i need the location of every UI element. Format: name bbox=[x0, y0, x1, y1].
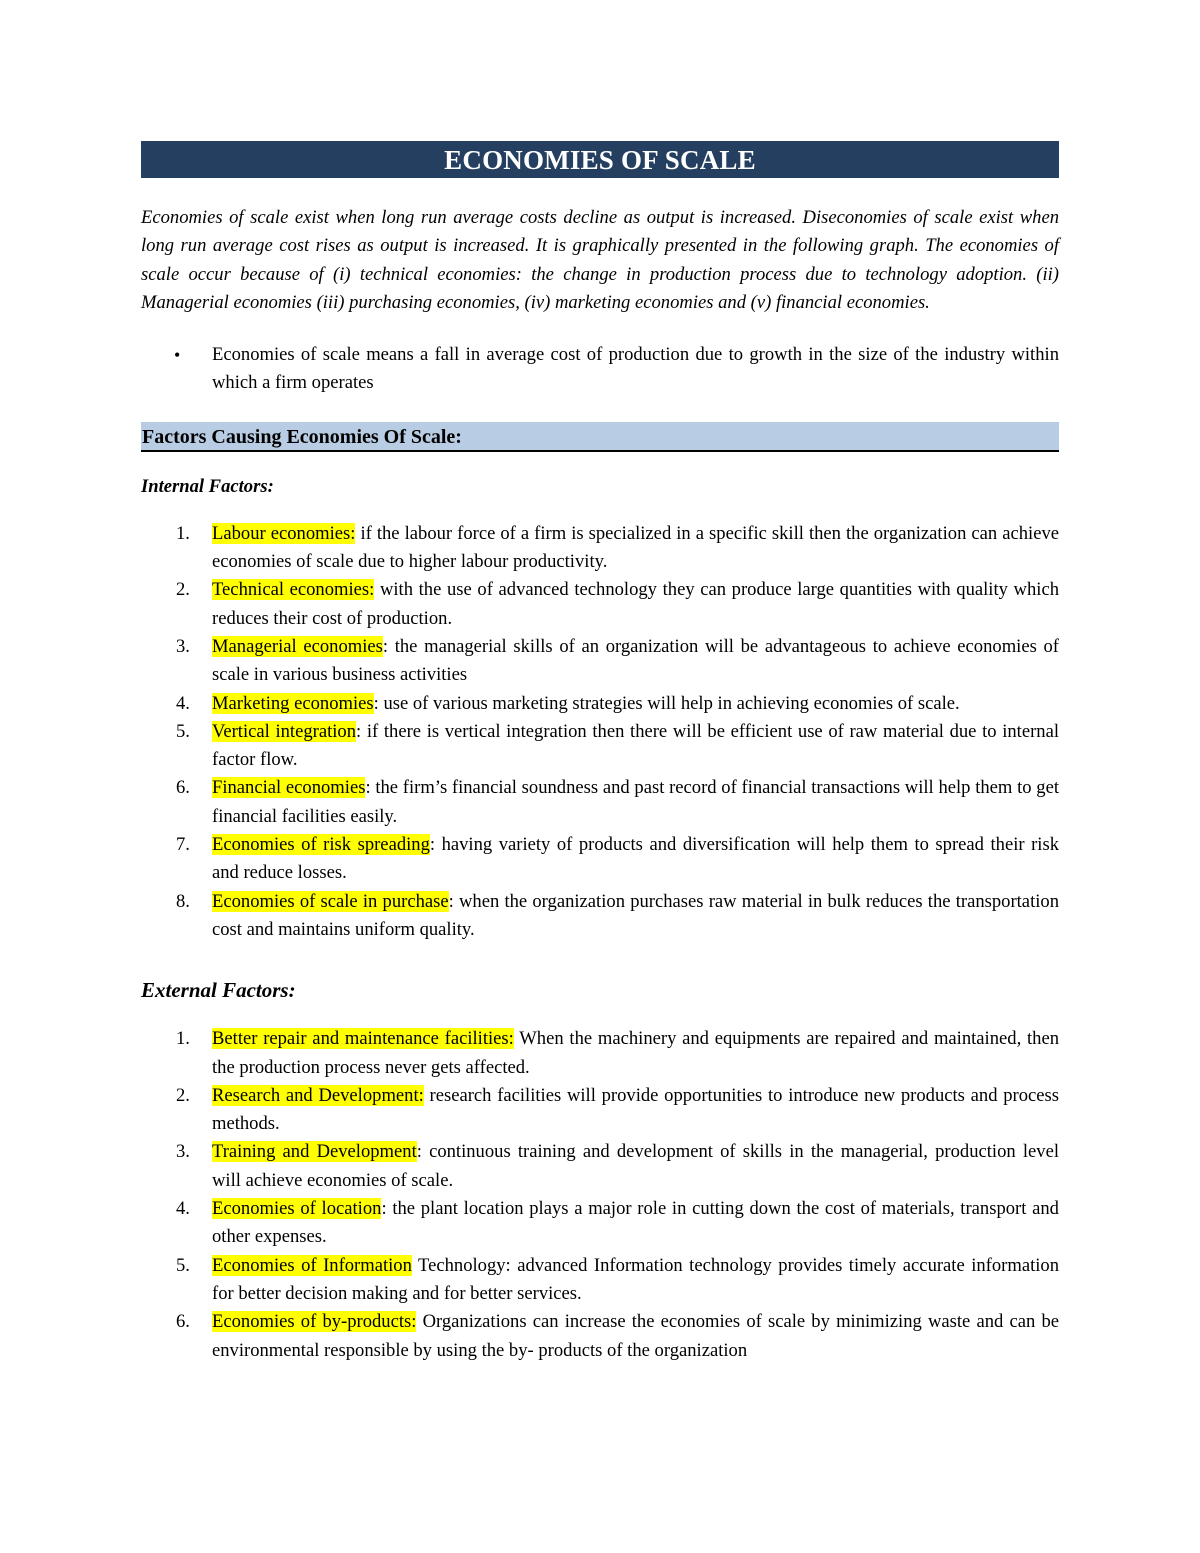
list-item bbox=[141, 520, 1059, 577]
list-item bbox=[141, 1025, 1059, 1082]
highlighted-term: Marketing economies bbox=[212, 692, 374, 714]
list-item bbox=[141, 831, 1059, 888]
highlighted-term: Better repair and maintenance facilities: bbox=[212, 1028, 514, 1050]
item-number: 8. bbox=[176, 890, 190, 912]
item-text: if the labour force of a firm is specialized in a specific skill then the organization can achieve economies of scale due to higher labour productivity. bbox=[212, 522, 1060, 573]
bullet-list bbox=[141, 341, 1059, 398]
list-item bbox=[141, 690, 1059, 718]
item-number: 6. bbox=[176, 777, 190, 799]
item-text: : continuous training and development of skills in the managerial, production level will achieve economies of scale. bbox=[212, 1141, 1059, 1191]
highlighted-term: Research and Development: bbox=[212, 1084, 424, 1106]
item-text: : the managerial skills of an organization will be advantageous to achieve economies of scale in various business activities bbox=[212, 635, 1059, 686]
item-text: Technology: advanced Information technology provides timely accurate information for better decision making and for better services. bbox=[212, 1254, 1059, 1304]
document-page bbox=[141, 141, 1059, 1365]
list-item bbox=[141, 1308, 1059, 1365]
internal-factors-heading: Internal Factors: bbox=[141, 475, 274, 497]
item-text: : if there is vertical integration then there will be efficient use of raw material due to internal factor flow. bbox=[212, 720, 1060, 771]
list-item bbox=[141, 341, 1059, 398]
highlighted-term: Economies of scale in purchase bbox=[212, 890, 449, 912]
document-title: ECONOMIES OF SCALE bbox=[141, 141, 1059, 178]
list-item bbox=[141, 1138, 1059, 1195]
list-item bbox=[141, 774, 1059, 831]
item-number: 1. bbox=[176, 522, 190, 544]
list-item bbox=[141, 718, 1059, 775]
highlighted-term: Financial economies bbox=[212, 777, 366, 799]
bullet-text: Economies of scale means a fall in average cost of production due to growth in the size of the industry within which a firm operates bbox=[212, 344, 1059, 394]
section-heading: Factors Causing Economies Of Scale: bbox=[141, 422, 1059, 452]
item-text: When the machinery and equipments are repaired and maintained, then the production process never gets affected. bbox=[212, 1028, 1059, 1078]
item-number: 3. bbox=[176, 1141, 190, 1163]
list-item bbox=[141, 888, 1059, 945]
highlighted-term: Labour economies: bbox=[212, 522, 356, 544]
highlighted-term: Economies of risk spreading bbox=[212, 834, 430, 856]
highlighted-term: Vertical integration bbox=[212, 720, 357, 742]
highlighted-term: Training and Development bbox=[212, 1141, 417, 1163]
item-text: research facilities will provide opportunities to introduce new products and process methods. bbox=[212, 1084, 1059, 1135]
item-number: 7. bbox=[176, 834, 190, 856]
item-text: : the plant location plays a major role in cutting down the cost of materials, transport and other expenses. bbox=[212, 1198, 1059, 1248]
item-number: 1. bbox=[176, 1028, 190, 1050]
list-item bbox=[141, 576, 1059, 633]
item-number: 2. bbox=[176, 579, 190, 601]
highlighted-term: Economies of by-products: bbox=[212, 1311, 417, 1333]
list-item bbox=[141, 1252, 1059, 1309]
highlighted-term: Economies of Information bbox=[212, 1254, 412, 1276]
item-number: 4. bbox=[176, 692, 190, 714]
bullet-icon: • bbox=[174, 345, 181, 366]
highlighted-term: Managerial economies bbox=[212, 635, 383, 657]
highlighted-term: Technical economies: bbox=[212, 579, 375, 601]
item-number: 5. bbox=[176, 720, 190, 742]
item-text: : use of various marketing strategies will help in achieving economies of scale. bbox=[373, 692, 960, 714]
item-number: 4. bbox=[176, 1198, 190, 1220]
item-text: : the firm’s financial soundness and past record of financial transactions will help them to get financial facilities easily. bbox=[212, 777, 1059, 827]
external-factors-list bbox=[141, 1025, 1059, 1365]
item-text: Organizations can increase the economies of scale by minimizing waste and can be environmental responsible by using the by- products of the organization bbox=[212, 1311, 1060, 1361]
list-item bbox=[141, 633, 1059, 690]
item-text: : when the organization purchases raw material in bulk reduces the transportation cost and maintains uniform quality. bbox=[212, 890, 1059, 940]
item-number: 3. bbox=[176, 635, 190, 657]
highlighted-term: Economies of location bbox=[212, 1198, 382, 1220]
item-text: with the use of advanced technology they can produce large quantities with quality which reduces their cost of production. bbox=[212, 579, 1059, 629]
list-item bbox=[141, 1082, 1059, 1139]
external-factors-heading: External Factors: bbox=[141, 978, 296, 1003]
internal-factors-list bbox=[141, 520, 1059, 944]
item-number: 5. bbox=[176, 1254, 190, 1276]
item-text: : having variety of products and diversification will help them to spread their risk and reduce losses. bbox=[212, 834, 1059, 884]
item-number: 6. bbox=[176, 1311, 190, 1333]
intro-paragraph: Economies of scale exist when long run average costs decline as output is increased. Diseconomies of scale exist when long run average cost rises as output is increased. It is graphically presented in the following graph. The economies of scale occur because of (i) technical economies: the change in production process due to technology adoption. (ii) Managerial economies (iii) purchasing economies, (iv) marketing economies and (v) financial economies. bbox=[141, 207, 1059, 313]
list-item bbox=[141, 1195, 1059, 1252]
item-number: 2. bbox=[176, 1084, 190, 1106]
